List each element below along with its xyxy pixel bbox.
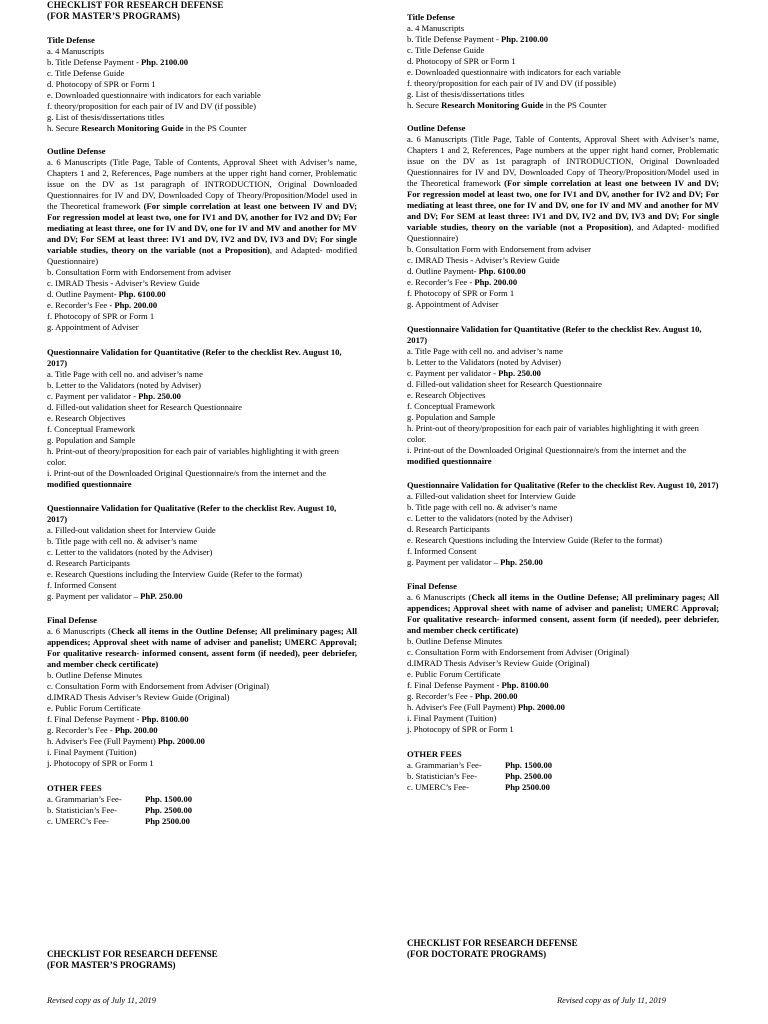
- left-column: [47, 0, 357, 827]
- list-item: c. Consultation Form with Endorsement from Adviser (Original): [47, 681, 269, 691]
- list-item: e. Research Questions including the Interview Guide (Refer to the format): [407, 535, 663, 545]
- list-item: e. Public Forum Certificate: [407, 669, 501, 679]
- list-item: h. Adviser's Fee (Full Payment) Php. 2000.00: [47, 736, 205, 746]
- right-footer-heading: [407, 938, 578, 960]
- list-item: a. 6 Manuscripts (Title Page, Table of Contents, Approval Sheet with Adviser’s name, Chapters 1 and 2, References, Page numbers at the upper right hand corner, Problematic issue on the DV as 1st paragraph of INTRODUCTION, Original Downloaded Questionnaires for IV and DV, Downloaded Copy of Theory/Proposition/Model used in the Theoretical framework (For simple correlation at least one between IV and DV; For regression model at least two, one for IV1 and DV, another for IV2 and DV; For mediating at least three, one for IV and DV, one for IV and MV and another for MV and DV; For SEM at least three: IV1 and DV, IV2 and DV, IV3 and DV; For single variable studies, theory on the variable (not a Proposition), and Adapted- modified Questionnaire): [407, 134, 719, 243]
- list-item: b. Letter to the Validators (noted by Adviser): [47, 380, 202, 390]
- section-title: Questionnaire Validation for Qualitative (Refer to the checklist Rev. August 10, 2017): [47, 503, 337, 524]
- payment-amount: Php. 2100.00: [141, 57, 189, 67]
- list-item: g. List of thesis/dissertations titles: [407, 89, 525, 99]
- list-item: f. Conceptual Framework: [47, 424, 136, 434]
- list-item: e. Downloaded questionnaire with indicators for each variable: [407, 67, 621, 77]
- list-item: b. Outline Defense Minutes: [47, 670, 142, 680]
- list-item: d. Research Participants: [47, 558, 130, 568]
- list-item: c. Letter to the validators (noted by the Adviser): [47, 547, 213, 557]
- footer-heading-line-2: (FOR MASTER’S PROGRAMS): [47, 960, 176, 970]
- list-item: a. 4 Manuscripts: [47, 46, 105, 56]
- section-title: Title Defense: [407, 12, 455, 22]
- list-item: b. Title page with cell no. & adviser’s name: [407, 502, 558, 512]
- list-item: d. Research Participants: [407, 524, 490, 534]
- list-item: g. Recorder’s Fee - Php. 200.00: [407, 691, 518, 701]
- list-item: a. 4 Manuscripts: [407, 23, 465, 33]
- list-item: d. Outline Payment- Php. 6100.00: [47, 289, 166, 299]
- heading-line-2: (FOR MASTER’S PROGRAMS): [47, 11, 181, 21]
- list-item: f. Conceptual Framework: [407, 401, 496, 411]
- quantitative-validation-section: [407, 324, 719, 467]
- list-item: d.IMRAD Thesis Adviser’s Review Guide (Original): [407, 658, 590, 668]
- fee-row: a. Grammarian’s Fee- Php. 1500.00: [47, 794, 193, 804]
- section-title: Questionnaire Validation for Quantitative (Refer to the checklist Rev. August 10, 2017): [407, 324, 702, 345]
- list-item: e. Research Objectives: [407, 390, 486, 400]
- final-defense-section: [47, 615, 357, 769]
- list-item: b. Consultation Form with Endorsement from adviser: [47, 267, 232, 277]
- section-title: Outline Defense: [47, 146, 106, 156]
- list-item: b. Consultation Form with Endorsement from adviser: [407, 244, 592, 254]
- list-item: g. Recorder’s Fee - Php. 200.00: [47, 725, 158, 735]
- list-item: a. 6 Manuscripts (Check all items in the Outline Defense; All preliminary pages; All appendices; Approval sheet with name of adviser and panelist; UMERC Approval; For qualitative research- informed consent, assent form (if needed), peer debriefer, and member check certificate): [47, 626, 358, 669]
- list-item: f. Photocopy of SPR or Form 1: [47, 311, 155, 321]
- list-item: f. Final Defense Payment - Php. 8100.00: [407, 680, 549, 690]
- list-item: b. Outline Defense Minutes: [407, 636, 502, 646]
- list-item: h. Print-out of theory/proposition for each pair of variables highlighting it with green color.: [407, 423, 699, 444]
- list-item: h. Adviser's Fee (Full Payment) Php. 2000.00: [407, 702, 565, 712]
- section-title: Questionnaire Validation for Qualitative (Refer to the checklist Rev. August 10, 2017): [407, 480, 719, 490]
- qualitative-validation-section: [407, 480, 719, 568]
- footer-heading-line-1: CHECKLIST FOR RESEARCH DEFENSE: [407, 938, 578, 948]
- revised-note: Revised copy as of July 11, 2019: [557, 996, 666, 1005]
- list-item: g. List of thesis/dissertations titles: [47, 112, 165, 122]
- list-item: i. Final Payment (Tuition): [47, 747, 137, 757]
- list-item: b. Letter to the Validators (noted by Adviser): [407, 357, 562, 367]
- list-item: f. Informed Consent: [407, 546, 477, 556]
- list-item: a. 6 Manuscripts (Title Page, Table of Contents, Approval Sheet with Adviser’s name, Chapters 1 and 2, References, Page numbers at the upper right hand corner, Problematic issue on the DV as 1st paragraph of INTRODUCTION, Original Downloaded Questionnaires for IV and DV, Downloaded Copy of Theory/Proposition/Model used in the Theoretical framework (For simple correlation at least one between IV and DV; For regression model at least two, one for IV1 and DV, another for IV2 and DV; For mediating at least three, one for IV and DV, one for IV and MV and another for MV and DV; For SEM at least three: IV1 and DV, IV2 and DV, IV3 and DV; For single variable studies, theory on the variable (not a Proposition), and Adapted- modified Questionnaire): [47, 157, 357, 266]
- list-item: e. Public Forum Certificate: [47, 703, 141, 713]
- section-title: Outline Defense: [407, 123, 466, 133]
- title-defense-section: [47, 35, 357, 134]
- list-item: c. Title Defense Guide: [47, 68, 125, 78]
- list-item: a. Filled-out validation sheet for Interview Guide: [47, 525, 216, 535]
- list-item: i. Print-out of the Downloaded Original Questionnaire/s from the internet and the modified questionnaire: [47, 468, 327, 489]
- list-item: b. Title page with cell no. & adviser’s name: [47, 536, 198, 546]
- list-item: h. Print-out of theory/proposition for each pair of variables highlighting it with green color.: [47, 446, 339, 467]
- list-item: i. Final Payment (Tuition): [407, 713, 497, 723]
- list-item: g. Payment per validator – PhP. 250.00: [47, 591, 183, 601]
- list-item: g. Population and Sample: [47, 435, 136, 445]
- list-item: h. Secure Research Monitoring Guide in the PS Counter: [47, 123, 247, 133]
- section-title: Final Defense: [407, 581, 457, 591]
- list-item: d. Photocopy of SPR or Form 1: [47, 79, 156, 89]
- outline-defense-section: [407, 123, 719, 310]
- list-item: d. Filled-out validation sheet for Research Questionnaire: [407, 379, 602, 389]
- other-fees-section: [407, 749, 719, 793]
- heading-line-1: CHECKLIST FOR RESEARCH DEFENSE: [47, 0, 224, 10]
- list-item: c. Payment per validator - Php. 250.00: [407, 368, 541, 378]
- list-item: a. Title Page with cell no. and adviser’s name: [407, 346, 563, 356]
- list-item: e. Downloaded questionnaire with indicators for each variable: [47, 90, 261, 100]
- list-item: a. 6 Manuscripts (Check all items in the Outline Defense; All preliminary pages; All appendices; Approval sheet with name of adviser and panelist; UMERC Approval; For qualitative research- informed consent, assent form (if needed), peer debriefer, and member check certificate): [407, 592, 719, 635]
- list-item: g. Appointment of Adviser: [407, 299, 499, 309]
- revised-note: Revised copy as of July 11, 2019: [47, 996, 156, 1005]
- list-item: c. IMRAD Thesis - Adviser’s Review Guide: [407, 255, 560, 265]
- list-item: f. Informed Consent: [47, 580, 117, 590]
- list-item: b. Title Defense Payment - Php. 2100.00: [47, 57, 189, 67]
- list-item: f. Final Defense Payment - Php. 8100.00: [47, 714, 189, 724]
- list-item: c. Consultation Form with Endorsement from Adviser (Original): [407, 647, 629, 657]
- list-item: f. theory/proposition for each pair of IV and DV (if possible): [407, 78, 616, 88]
- list-item: j. Photocopy of SPR or Form 1: [407, 724, 514, 734]
- list-item: c. IMRAD Thesis - Adviser’s Review Guide: [47, 278, 200, 288]
- fee-row: c. UMERC’s Fee- Php 2500.00: [47, 816, 190, 826]
- other-fees-section: [47, 783, 357, 827]
- list-item: h. Secure Research Monitoring Guide in the PS Counter: [407, 100, 607, 110]
- list-item: a. Filled-out validation sheet for Interview Guide: [407, 491, 576, 501]
- left-footer-heading: [47, 949, 218, 971]
- title-defense-section: [407, 12, 719, 111]
- list-item: d.IMRAD Thesis Adviser’s Review Guide (Original): [47, 692, 230, 702]
- document-heading: [47, 0, 357, 22]
- list-item: c. Letter to the validators (noted by the Adviser): [407, 513, 573, 523]
- list-item: b. Title Defense Payment - Php. 2100.00: [407, 34, 549, 44]
- fee-row: b. Statistician’s Fee- Php. 2500.00: [407, 771, 553, 781]
- list-item: f. Photocopy of SPR or Form 1: [407, 288, 515, 298]
- list-item: d. Photocopy of SPR or Form 1: [407, 56, 516, 66]
- list-item: g. Payment per validator – Php. 250.00: [407, 557, 543, 567]
- section-title: OTHER FEES: [47, 783, 102, 793]
- list-item: d. Outline Payment- Php. 6100.00: [407, 266, 526, 276]
- fee-row: b. Statistician’s Fee- Php. 2500.00: [47, 805, 193, 815]
- list-item: g. Population and Sample: [407, 412, 496, 422]
- footer-heading-line-2: (FOR DOCTORATE PROGRAMS): [407, 949, 547, 959]
- list-item: e. Recorder’s Fee - Php. 200.00: [47, 300, 158, 310]
- list-item: c. Payment per validator - Php. 250.00: [47, 391, 181, 401]
- fee-row: c. UMERC’s Fee- Php 2500.00: [407, 782, 550, 792]
- footer-heading-line-1: CHECKLIST FOR RESEARCH DEFENSE: [47, 949, 218, 959]
- section-title: Final Defense: [47, 615, 97, 625]
- section-title: Questionnaire Validation for Quantitative (Refer to the checklist Rev. August 10, 2017): [47, 347, 342, 368]
- list-item: j. Photocopy of SPR or Form 1: [47, 758, 154, 768]
- list-item: e. Research Objectives: [47, 413, 126, 423]
- section-title: Title Defense: [47, 35, 95, 45]
- list-item: d. Filled-out validation sheet for Research Questionnaire: [47, 402, 242, 412]
- final-defense-section: [407, 581, 719, 735]
- outline-defense-section: [47, 146, 357, 333]
- list-item: f. theory/proposition for each pair of IV and DV (if possible): [47, 101, 256, 111]
- list-item: e. Recorder’s Fee - Php. 200.00: [407, 277, 518, 287]
- right-column: [407, 0, 719, 793]
- list-item: c. Title Defense Guide: [407, 45, 485, 55]
- fee-row: a. Grammarian’s Fee- Php. 1500.00: [407, 760, 553, 770]
- list-item: g. Appointment of Adviser: [47, 322, 139, 332]
- list-item: a. Title Page with cell no. and adviser’s name: [47, 369, 203, 379]
- section-title: OTHER FEES: [407, 749, 462, 759]
- list-item: i. Print-out of the Downloaded Original Questionnaire/s from the internet and the modified questionnaire: [407, 445, 687, 466]
- qualitative-validation-section: [47, 503, 357, 602]
- list-item: e. Research Questions including the Interview Guide (Refer to the format): [47, 569, 303, 579]
- quantitative-validation-section: [47, 347, 357, 490]
